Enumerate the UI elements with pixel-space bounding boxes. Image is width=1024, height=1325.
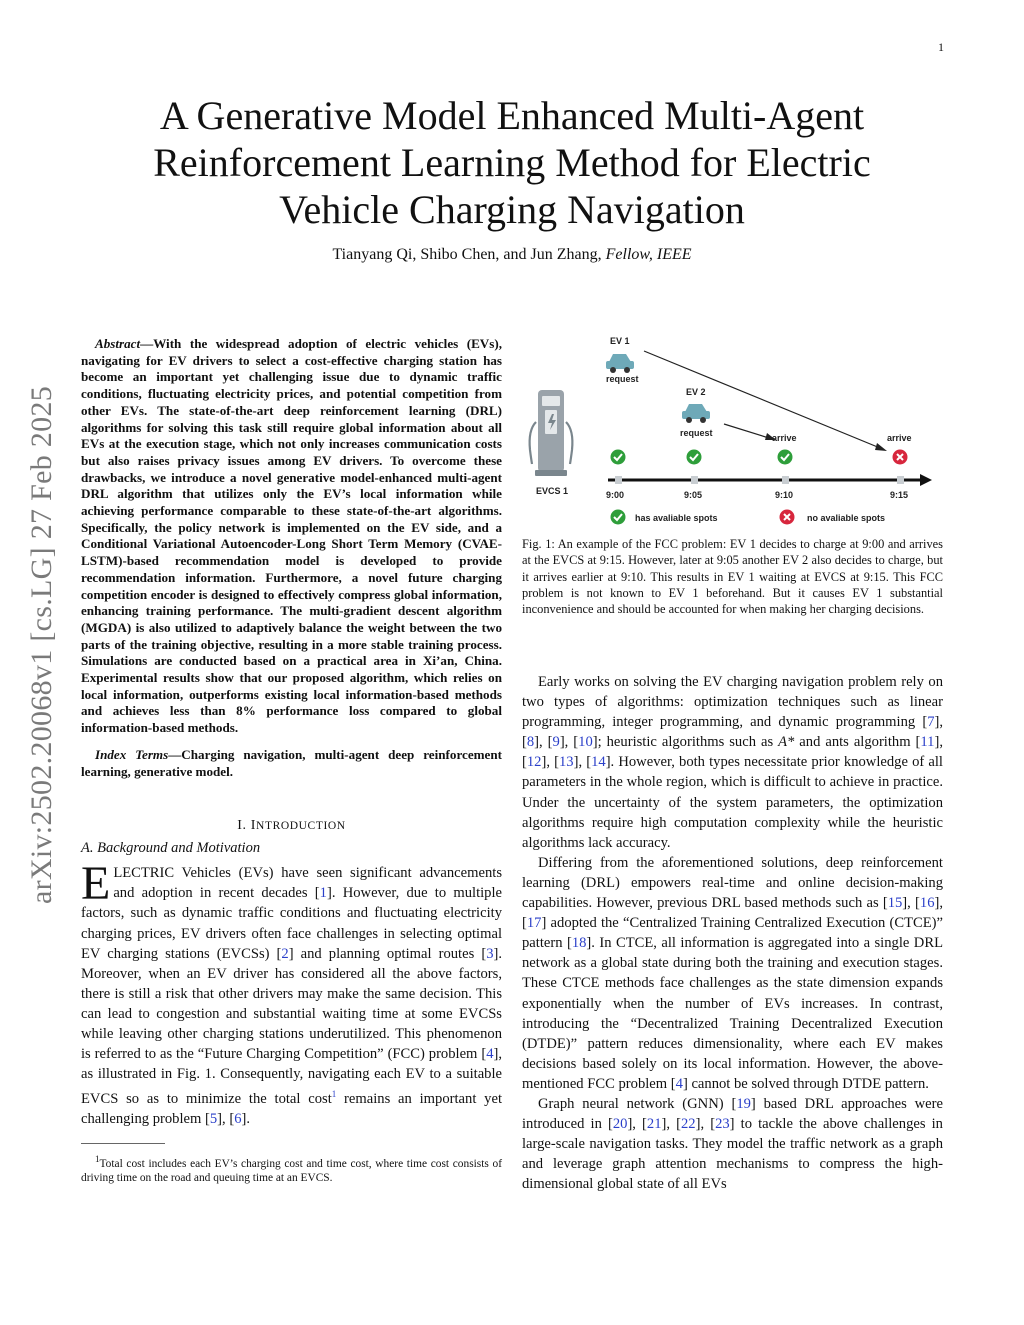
footnote-divider <box>81 1143 165 1144</box>
citation-link[interactable]: 21 <box>646 1116 662 1133</box>
timeline-arrow-icon <box>920 474 932 486</box>
citation-link[interactable]: 10 <box>578 734 593 751</box>
body-text: ], [ <box>559 734 579 751</box>
body-paragraph <box>522 672 943 853</box>
time-tick <box>615 476 622 484</box>
body-text: and ants algorithm [ <box>794 734 921 751</box>
ev2-car-icon <box>682 404 710 423</box>
arxiv-stamp-text: arXiv:2502.20068v1 [cs.LG] 27 Feb 2025 <box>25 385 58 905</box>
citation-link[interactable]: 18 <box>571 935 587 952</box>
unavailable-cross-icon <box>893 450 908 465</box>
body-paragraph <box>522 1094 943 1194</box>
ev2-trajectory-arrow <box>724 424 769 438</box>
citation-link[interactable]: 13 <box>558 754 574 771</box>
body-text: ], [ <box>522 734 943 771</box>
time-tick <box>897 476 904 484</box>
page-number: 1 <box>938 40 944 54</box>
section-rest: NTRODUCTION <box>256 820 346 833</box>
citation-link[interactable]: 14 <box>591 754 606 771</box>
citation-link[interactable]: 4 <box>486 1046 494 1063</box>
citation-link[interactable]: 17 <box>526 915 542 932</box>
ev2-label: EV 2 <box>686 387 706 397</box>
citation-link[interactable]: 22 <box>681 1116 696 1133</box>
body-text: ], [ <box>902 895 920 912</box>
section-heading <box>81 818 502 834</box>
body-text: ], [ <box>541 754 559 771</box>
abstract-lead: Abstract <box>95 336 141 351</box>
index-terms-text: Charging navigation, multi-agent deep reinforcement learning, generative model. <box>81 746 503 779</box>
body-text: ], [ <box>661 1116 681 1133</box>
abstract-text: With the widespread adoption of electric vehicles (EVs), navigating for EV drivers to select a cost-effective charging station has become an important yet challenging issue due to dynamic traffic conditions, fluctuating electricity prices, and potential competition from other EVs. The state-of-the-art deep reinforcement learning (DRL) algorithms for solving this task still require global information about all EVs at the execution stage, which not only increases communication costs but also raises privacy issues among EV drivers. To overcome these drawbacks, we introduce a novel generative model-enhanced multi-agent DRL algorithm that utilizes only the EV’s local information while achieving performance comparable to these state-of-the-art algorithms. Specifically, the policy network is implemented on the EV side, and a Conditional Variational Autoencoder-Long Short Term Memory (CVAE-LSTM)-based recommendation model is developed to provide recommendation information. Furthermore, a novel future charging competition encoder is designed to effectively compress global information, enhancing training performance. The multi-gradient descent algorithm (MGDA) is also utilized to adaptively balance the weight between the two parts of the training objective, resulting in a more stable training process. Simulations are conducted based on a practical area in Xi’an, China. Experimental results show that our proposed algorithm, which relies on local information, outperforms existing local information-based methods and achieves less than 8% performance loss compared to global information-based methods. <box>81 336 502 736</box>
right-column <box>522 672 943 1194</box>
ev1-request-label: request <box>606 374 639 384</box>
footnote-mark: 1 <box>95 1154 100 1165</box>
title-line: Reinforcement Learning Method for Electric <box>153 140 871 185</box>
body-text: ] based DRL approaches were introduced in [ <box>522 1095 943 1133</box>
time-label: 9:15 <box>890 490 909 500</box>
citation-link[interactable]: 11 <box>920 734 935 751</box>
citation-link[interactable]: 12 <box>526 754 542 771</box>
footnote-text: Total cost includes each EV’s charging cost and time cost, where time cost consists of driving time on the road and queuing time at an EVCS. <box>81 1158 502 1185</box>
arrive-label: arrive <box>887 433 912 443</box>
intro-text: ]. <box>241 1111 251 1128</box>
intro-text: ]. Moreover, when an EV driver has considered all the above factors, there is still a risk that other drivers may make the same decision. This can lead to congestion and substantial waiting time at some EVCSs while leaving other charging stations underutilized. This phenomenon is referred to as the “Future Charging Competition” (FCC) problem [ <box>81 945 502 1063</box>
footnote-mark-link[interactable]: 1 <box>331 1089 337 1100</box>
body-text: Early works on solving the EV charging navigation problem rely on two types of algorithms: optimization techniques such as linear programming, integer programming, and dynamic programming [ <box>522 674 943 731</box>
body-text: ], [ <box>695 1116 716 1133</box>
time-tick <box>782 476 789 484</box>
citation-link[interactable]: 19 <box>736 1095 751 1112</box>
title-line: Vehicle Charging Navigation <box>279 187 745 232</box>
legend-unavailable-label: no avaliable spots <box>807 513 886 523</box>
intro-text: LECTRIC Vehicles (EVs) have seen significant advancements and adoption in recent decades [ <box>113 865 502 902</box>
author-suffix: Fellow, IEEE <box>605 246 692 263</box>
abstract <box>81 336 502 737</box>
subsection-heading: A. Background and Motivation <box>81 840 261 857</box>
body-text: ], [ <box>573 754 592 771</box>
intro-text: remains an important yet challenging problem [ <box>81 1091 502 1128</box>
body-text: ]; heuristic algorithms such as <box>592 734 779 751</box>
author-list <box>100 246 924 264</box>
legend-available-label: has avaliable spots <box>635 513 718 523</box>
available-check-icon <box>687 450 702 465</box>
body-text: ], [ <box>522 714 943 751</box>
citation-link[interactable]: 20 <box>612 1116 628 1133</box>
figure-caption: Fig. 1: An example of the FCC problem: EV 1 decides to charge at 9:00 and arrives at the EVCS at 9:15. However, later at 9:05 another EV 2 also decides to charge, but it arrives earlier at 9:10. This results in EV 1 waiting at EVCS at 9:15. This FCC problem is not known to EV 1 beforehand. But it causes EV 1 substantial inconvenience and should be accounted for when making her charging decisions. <box>522 537 943 617</box>
arxiv-stamp <box>22 350 62 940</box>
arrive-label: arrive <box>772 433 797 443</box>
ev1-arrowhead-icon <box>875 443 887 451</box>
citation-link[interactable]: 6 <box>234 1111 242 1128</box>
astar-symbol: A* <box>778 734 795 751</box>
intro-paragraph <box>81 857 503 1129</box>
body-text: ] cannot be solved through DTDE pattern. <box>682 1075 929 1092</box>
author-names: Tianyang Qi, Shibo Chen, and Jun Zhang, <box>332 246 602 263</box>
citation-link[interactable]: 15 <box>887 895 903 912</box>
section-first-letter: I <box>250 818 257 834</box>
citation-link[interactable]: 3 <box>486 945 494 962</box>
citation-link[interactable]: 1 <box>319 885 327 902</box>
available-check-icon <box>778 450 793 465</box>
time-label: 9:00 <box>606 490 625 500</box>
citation-link[interactable]: 7 <box>927 714 935 731</box>
body-text: ], [ <box>627 1116 647 1133</box>
index-terms-lead: Index Terms <box>95 746 169 762</box>
ev1-label: EV 1 <box>610 336 630 346</box>
intro-text: ], [ <box>217 1111 235 1128</box>
body-text: ], [ <box>522 895 943 932</box>
time-tick <box>691 476 698 484</box>
time-label: 9:10 <box>775 490 794 500</box>
title-line: A Generative Model Enhanced Multi-Agent <box>159 93 865 138</box>
abstract-dash: — <box>140 336 154 351</box>
ev1-car-icon <box>606 354 634 373</box>
body-text: ], [ <box>534 734 553 751</box>
legend-available-icon <box>611 510 626 525</box>
intro-text: ], as illustrated in Fig. 1. Consequently, navigating each EV to a suitable EVCS so as to minimize the total cost <box>81 1046 502 1108</box>
body-text: Differing from the aforementioned solutions, deep reinforcement learning (DRL) empowers real-time and online decision-making capabilities. However, previous DRL based methods such as [ <box>522 854 943 912</box>
index-terms <box>81 747 502 780</box>
legend-unavailable-icon <box>780 510 795 525</box>
ev2-request-label: request <box>680 428 713 438</box>
body-text: ]. However, both types necessitate prior knowledge of all parameters in the whole region, which is difficult to achieve in practice. Under the uncertainty of the system parameters, the optimization algorithms require high computation complexity while the heuristic algorithms lack accuracy. <box>522 754 943 851</box>
citation-link[interactable]: 23 <box>715 1116 730 1133</box>
body-paragraph <box>522 853 943 1094</box>
available-check-icon <box>611 450 626 465</box>
fcc-diagram <box>522 330 943 540</box>
body-text: ]. In CTCE, all information is aggregated into a single DRL network as a global state during both the training and execution stages. These CTCE methods face challenges as the state dimension expands exponentially when the number of EVs increases. In contrast, introducing the “Decentralized Training Decentralized Execution (DTDE)” pattern reduces dimensionality, where each EV makes decisions based solely on its local information. However, the above-mentioned FCC problem [ <box>522 935 943 1092</box>
index-terms-dash: — <box>168 746 182 762</box>
left-column <box>81 336 502 1185</box>
station-label: EVCS 1 <box>536 486 569 496</box>
intro-text: ]. However, due to multiple factors, such as dynamic traffic conditions and fluctuating electricity charging prices, EV drivers often face challenges in selecting optimal EV charging stations (EVCSs) [ <box>81 885 503 962</box>
body-text: ] to tackle the above challenges in large-scale navigation tasks. They model the traffic network as a graph and leverage graph attention mechanisms to compress the high-dimensional global state of all EVs <box>522 1116 943 1193</box>
citation-link[interactable]: 2 <box>281 945 289 962</box>
footnote <box>81 1152 502 1185</box>
time-label: 9:05 <box>684 490 703 500</box>
citation-link[interactable]: 5 <box>209 1111 218 1128</box>
drop-cap: E <box>81 857 111 911</box>
section-numeral: I. <box>237 818 247 834</box>
figure-1 <box>522 330 943 540</box>
citation-link[interactable]: 9 <box>552 734 560 751</box>
body-text: Graph neural network (GNN) [ <box>538 1095 737 1112</box>
citation-link[interactable]: 4 <box>675 1075 683 1092</box>
citation-link[interactable]: 8 <box>526 734 535 751</box>
body-text: ] adopted the “Centralized Training Centralized Execution (CTCE)” pattern [ <box>522 915 943 952</box>
charging-station-icon <box>530 390 573 476</box>
intro-text: ] and planning optimal routes [ <box>288 945 487 962</box>
citation-link[interactable]: 16 <box>919 895 935 912</box>
paper-title <box>100 92 924 233</box>
